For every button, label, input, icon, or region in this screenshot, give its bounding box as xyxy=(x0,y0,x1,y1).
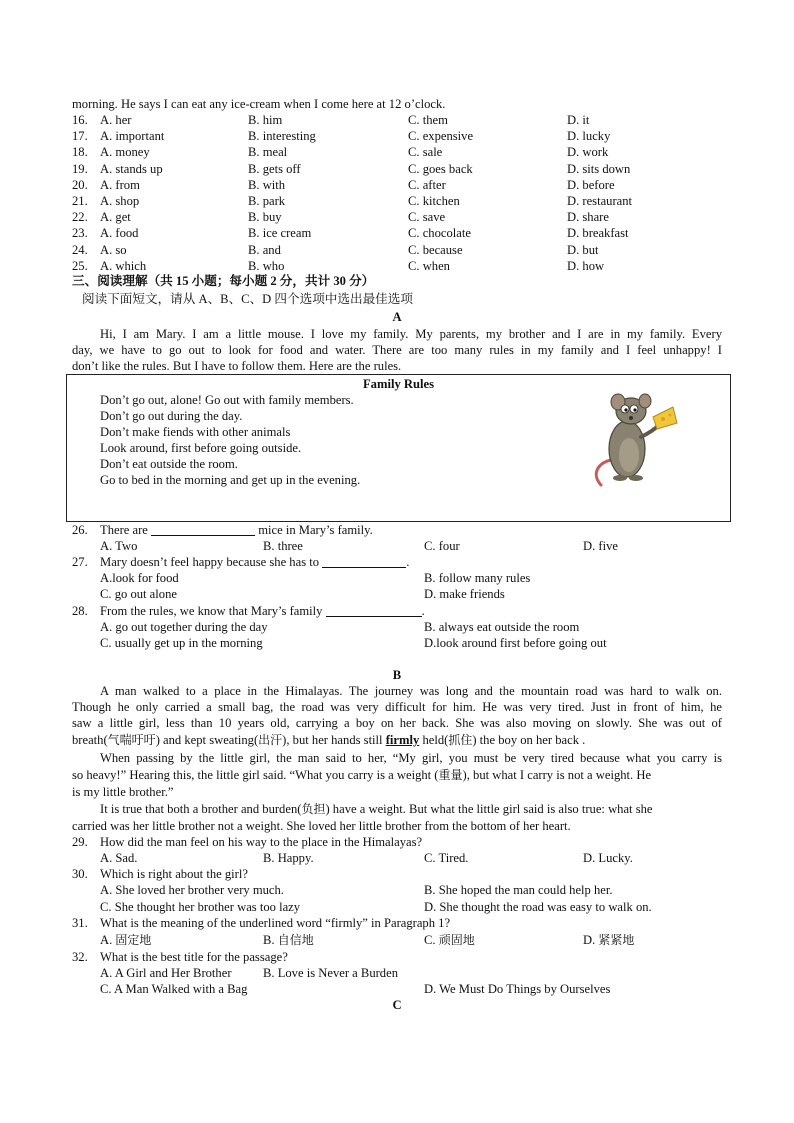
option-d[interactable]: D. share xyxy=(567,210,609,225)
text-run: ) and kept sweating( xyxy=(155,733,259,747)
rule-item: Don’t go out during the day. xyxy=(100,409,243,423)
question-30 xyxy=(0,866,794,882)
cloze-question-row xyxy=(0,193,794,209)
option-d[interactable]: D. how xyxy=(567,258,605,273)
cloze-question-row xyxy=(0,144,794,160)
question-stem: Which is right about the girl? xyxy=(100,867,248,881)
section-instruction: 阅读下面短文，请从 A、B、C、D 四个选项中选出最佳选项 xyxy=(82,292,413,306)
passage-b-line xyxy=(72,732,585,748)
option-c[interactable] xyxy=(424,932,475,948)
option-a[interactable]: A. which xyxy=(100,258,147,273)
stem-part: From the rules, we know that Mary’s family xyxy=(100,604,323,618)
stem-part: mice in Mary’s family. xyxy=(258,523,373,537)
option-b[interactable]: B. Love is Never a Burden xyxy=(263,966,398,980)
family-rules-box xyxy=(66,374,731,522)
rule-item: Go to bed in the morning and get up in the evening. xyxy=(100,473,361,487)
text-run: held( xyxy=(419,733,449,747)
answer-blank[interactable] xyxy=(326,604,422,617)
passage-b-label: B xyxy=(392,668,402,682)
option-text: 自信地 xyxy=(277,933,314,947)
option-b[interactable]: B. She hoped the man could help her. xyxy=(424,883,613,897)
stem-part: . xyxy=(406,555,410,569)
option-b[interactable]: B. ice cream xyxy=(248,226,312,241)
option-d[interactable]: D. work xyxy=(567,145,609,160)
option-d[interactable]: D. breakfast xyxy=(567,226,629,241)
option-c[interactable]: C. chocolate xyxy=(408,226,471,241)
option-d[interactable] xyxy=(583,932,634,948)
cloze-question-row xyxy=(0,161,794,177)
option-d[interactable]: D. before xyxy=(567,177,615,192)
section-heading: 三、阅读理解（共 15 小题；每小题 2 分，共计 30 分） xyxy=(72,274,375,288)
question-27-options xyxy=(0,586,794,602)
option-b[interactable]: B. gets off xyxy=(248,161,301,176)
option-d[interactable]: D. but xyxy=(567,242,599,257)
option-b[interactable]: B. park xyxy=(248,194,286,208)
mouse-with-cheese-icon xyxy=(587,389,697,491)
passage-b-line xyxy=(72,767,651,783)
cloze-question-row xyxy=(0,225,794,241)
question-number: 26. xyxy=(72,523,88,537)
option-a[interactable]: A. important xyxy=(100,129,165,144)
option-a[interactable] xyxy=(100,932,151,948)
cloze-question-row xyxy=(0,112,794,128)
option-b[interactable]: B. always eat outside the room xyxy=(424,620,580,634)
passage-a-line: Hi, I am Mary. I am a little mouse. I love my family. My parents, my brother and I are in my family. Every xyxy=(100,327,722,341)
question-stem xyxy=(100,603,425,619)
option-d[interactable]: D. lucky xyxy=(567,129,611,144)
cloze-question-row xyxy=(0,177,794,193)
text-run: ), but her hands still xyxy=(282,733,386,747)
option-a[interactable]: A.look for food xyxy=(100,571,179,585)
option-d[interactable]: D. She thought the road was easy to walk on. xyxy=(424,900,652,914)
option-a[interactable]: A. Sad. xyxy=(100,851,138,865)
option-text: 紧紧地 xyxy=(598,933,635,947)
passage-b-line: is my little brother.” xyxy=(72,785,174,799)
question-32-options xyxy=(0,981,794,997)
option-letter: C. xyxy=(424,933,436,947)
option-b[interactable]: B. three xyxy=(263,539,303,553)
passage-a-line: day, we have to go out to look for food and water. There are too many rules in my family and I feel unhappy! I xyxy=(72,343,722,357)
family-rules-title: Family Rules xyxy=(362,377,434,391)
passage-b-line: When passing by the little girl, the man said to her, “My girl, you must be very tired because what you carry is xyxy=(100,751,722,765)
option-a[interactable]: A. her xyxy=(100,113,132,127)
question-28-options xyxy=(0,635,794,651)
question-number: 27. xyxy=(72,555,88,569)
question-29 xyxy=(0,834,794,850)
question-30-options xyxy=(0,882,794,898)
option-d[interactable]: D. sits down xyxy=(567,161,631,176)
text-run: ) have a weight. But what the little girl said is also true: what she xyxy=(325,802,653,816)
option-a[interactable]: A. get xyxy=(100,210,131,225)
question-26-options xyxy=(0,538,794,554)
option-b[interactable]: B. and xyxy=(248,242,281,257)
text-run: ) the boy on her back . xyxy=(472,733,586,747)
option-d[interactable]: D. Lucky. xyxy=(583,851,633,865)
option-b[interactable]: B. him xyxy=(248,113,283,127)
option-a[interactable]: A. shop xyxy=(100,194,140,208)
passage-b-line xyxy=(100,801,652,817)
cloze-question-row xyxy=(0,209,794,225)
text-run: so heavy!” Hearing this, the little girl said. “What you carry is a weight ( xyxy=(72,768,439,782)
passage-b-line: Though he only carried a small bag, the road was very difficult for him. He was very tired. Just in front of him, he xyxy=(72,700,722,714)
text-run: ), but what I carry is not a weight. He xyxy=(462,768,652,782)
option-c[interactable]: C. save xyxy=(408,210,446,225)
question-stem: What is the meaning of the underlined word “firmly” in Paragraph 1? xyxy=(100,916,451,930)
question-26 xyxy=(0,522,794,538)
question-number: 20. xyxy=(72,177,88,192)
option-d[interactable]: D. We Must Do Things by Ourselves xyxy=(424,982,611,996)
rule-item: Don’t eat outside the room. xyxy=(100,457,238,471)
passage-b-line: carried was her little brother not a weight. She loved her little brother from the bottom of her heart. xyxy=(72,819,571,833)
option-a[interactable]: A. A Girl and Her Brother xyxy=(100,966,232,980)
question-number: 24. xyxy=(72,242,88,257)
option-a[interactable]: A. Two xyxy=(100,539,138,553)
passage-a-label: A xyxy=(392,310,402,324)
passage-b-line: saw a little girl, less than 10 years old, carrying a boy on her back. She was also moving on slowly. She was out of xyxy=(72,716,722,730)
option-b[interactable]: B. follow many rules xyxy=(424,571,531,585)
option-d[interactable]: D. it xyxy=(567,113,590,127)
option-b[interactable]: B. interesting xyxy=(248,129,316,144)
question-number: 17. xyxy=(72,129,88,144)
answer-blank[interactable] xyxy=(322,555,406,568)
option-c[interactable]: C. four xyxy=(424,539,460,553)
option-a[interactable]: A. from xyxy=(100,177,140,192)
option-b[interactable]: B. with xyxy=(248,177,286,192)
rule-item: Don’t make fiends with other animals xyxy=(100,425,291,439)
option-a[interactable]: A. She loved her brother very much. xyxy=(100,883,284,897)
stem-part: . xyxy=(421,604,425,618)
question-30-options xyxy=(0,899,794,915)
option-text: 顽固地 xyxy=(438,933,475,947)
cloze-question-row xyxy=(0,258,794,274)
question-number: 22. xyxy=(72,210,88,225)
option-c[interactable]: C. when xyxy=(408,258,450,273)
stem-part: There are xyxy=(100,523,148,537)
question-number: 21. xyxy=(72,194,88,208)
option-b[interactable]: B. meal xyxy=(248,145,288,160)
question-31 xyxy=(0,915,794,931)
question-stem xyxy=(100,522,373,538)
question-number: 32. xyxy=(72,950,88,964)
question-number: 19. xyxy=(72,161,88,176)
passage-b-line: A man walked to a place in the Himalayas. The journey was long and the mountain road was hard to walk on. xyxy=(100,684,722,698)
cloze-intro-line: morning. He says I can eat any ice-cream when I come here at 12 o’clock. xyxy=(72,97,446,111)
question-27-options xyxy=(0,570,794,586)
question-number: 29. xyxy=(72,835,88,849)
option-c[interactable]: C. goes back xyxy=(408,161,473,176)
option-a[interactable]: A. food xyxy=(100,226,139,241)
option-c[interactable]: C. kitchen xyxy=(408,194,460,208)
cloze-question-row xyxy=(0,242,794,258)
option-letter: D. xyxy=(583,933,596,947)
option-c[interactable]: C. A Man Walked with a Bag xyxy=(100,982,248,996)
answer-blank[interactable] xyxy=(151,523,255,536)
option-d[interactable]: D. five xyxy=(583,539,618,553)
passage-a-line: don’t like the rules. But I have to follow them. Here are the rules. xyxy=(72,359,402,373)
question-number: 28. xyxy=(72,604,88,618)
option-b[interactable] xyxy=(263,932,314,948)
option-d[interactable]: D. restaurant xyxy=(567,194,633,208)
option-letter: A. xyxy=(100,933,113,947)
question-28-options xyxy=(0,619,794,635)
option-b[interactable]: B. Happy. xyxy=(263,851,314,865)
question-29-options xyxy=(0,850,794,866)
question-stem xyxy=(100,554,409,570)
question-number: 25. xyxy=(72,258,88,273)
option-c[interactable]: C. She thought her brother was too lazy xyxy=(100,900,301,914)
option-a[interactable]: A. stands up xyxy=(100,161,163,176)
option-c[interactable]: C. go out alone xyxy=(100,587,177,601)
option-a[interactable]: A. so xyxy=(100,242,127,257)
option-d[interactable]: D.look around first before going out xyxy=(424,636,607,650)
text-run: breath( xyxy=(72,733,108,747)
option-a[interactable]: A. money xyxy=(100,145,150,160)
option-letter: B. xyxy=(263,933,275,947)
question-stem: How did the man feel on his way to the place in the Himalayas? xyxy=(100,835,423,849)
option-b[interactable]: B. who xyxy=(248,258,285,273)
cloze-question-row xyxy=(0,128,794,144)
gloss: 出汗 xyxy=(258,733,283,747)
gloss: 抓住 xyxy=(448,733,473,747)
question-number: 16. xyxy=(72,113,88,127)
question-28 xyxy=(0,603,794,619)
question-number: 30. xyxy=(72,867,88,881)
question-number: 31. xyxy=(72,916,88,930)
option-c[interactable]: C. sale xyxy=(408,145,443,160)
question-32-options xyxy=(0,965,794,981)
passage-c-label: C xyxy=(392,998,402,1012)
gloss: 气喘吁吁 xyxy=(107,733,156,747)
text-run: It is true that both a brother and burden( xyxy=(100,802,302,816)
option-d[interactable]: D. make friends xyxy=(424,587,505,601)
question-27 xyxy=(0,554,794,570)
option-c[interactable]: C. after xyxy=(408,177,446,192)
stem-part: Mary doesn’t feel happy because she has to xyxy=(100,555,320,569)
question-31-options xyxy=(0,932,794,948)
rule-item: Look around, first before going outside. xyxy=(100,441,302,455)
option-c[interactable]: C. them xyxy=(408,113,448,127)
rule-item: Don’t go out, alone! Go out with family members. xyxy=(100,393,354,407)
option-c[interactable]: C. expensive xyxy=(408,129,474,144)
option-b[interactable]: B. buy xyxy=(248,210,282,225)
option-text: 固定地 xyxy=(115,933,152,947)
option-c[interactable]: C. because xyxy=(408,242,463,257)
gloss: 重量 xyxy=(438,768,463,782)
gloss: 负担 xyxy=(301,802,326,816)
question-stem: What is the best title for the passage? xyxy=(100,950,288,964)
question-number: 18. xyxy=(72,145,88,160)
question-number: 23. xyxy=(72,226,88,241)
option-c[interactable]: C. usually get up in the morning xyxy=(100,636,263,650)
option-c[interactable]: C. Tired. xyxy=(424,851,469,865)
option-a[interactable]: A. go out together during the day xyxy=(100,620,268,634)
question-32 xyxy=(0,949,794,965)
underlined-word: firmly xyxy=(385,733,420,747)
